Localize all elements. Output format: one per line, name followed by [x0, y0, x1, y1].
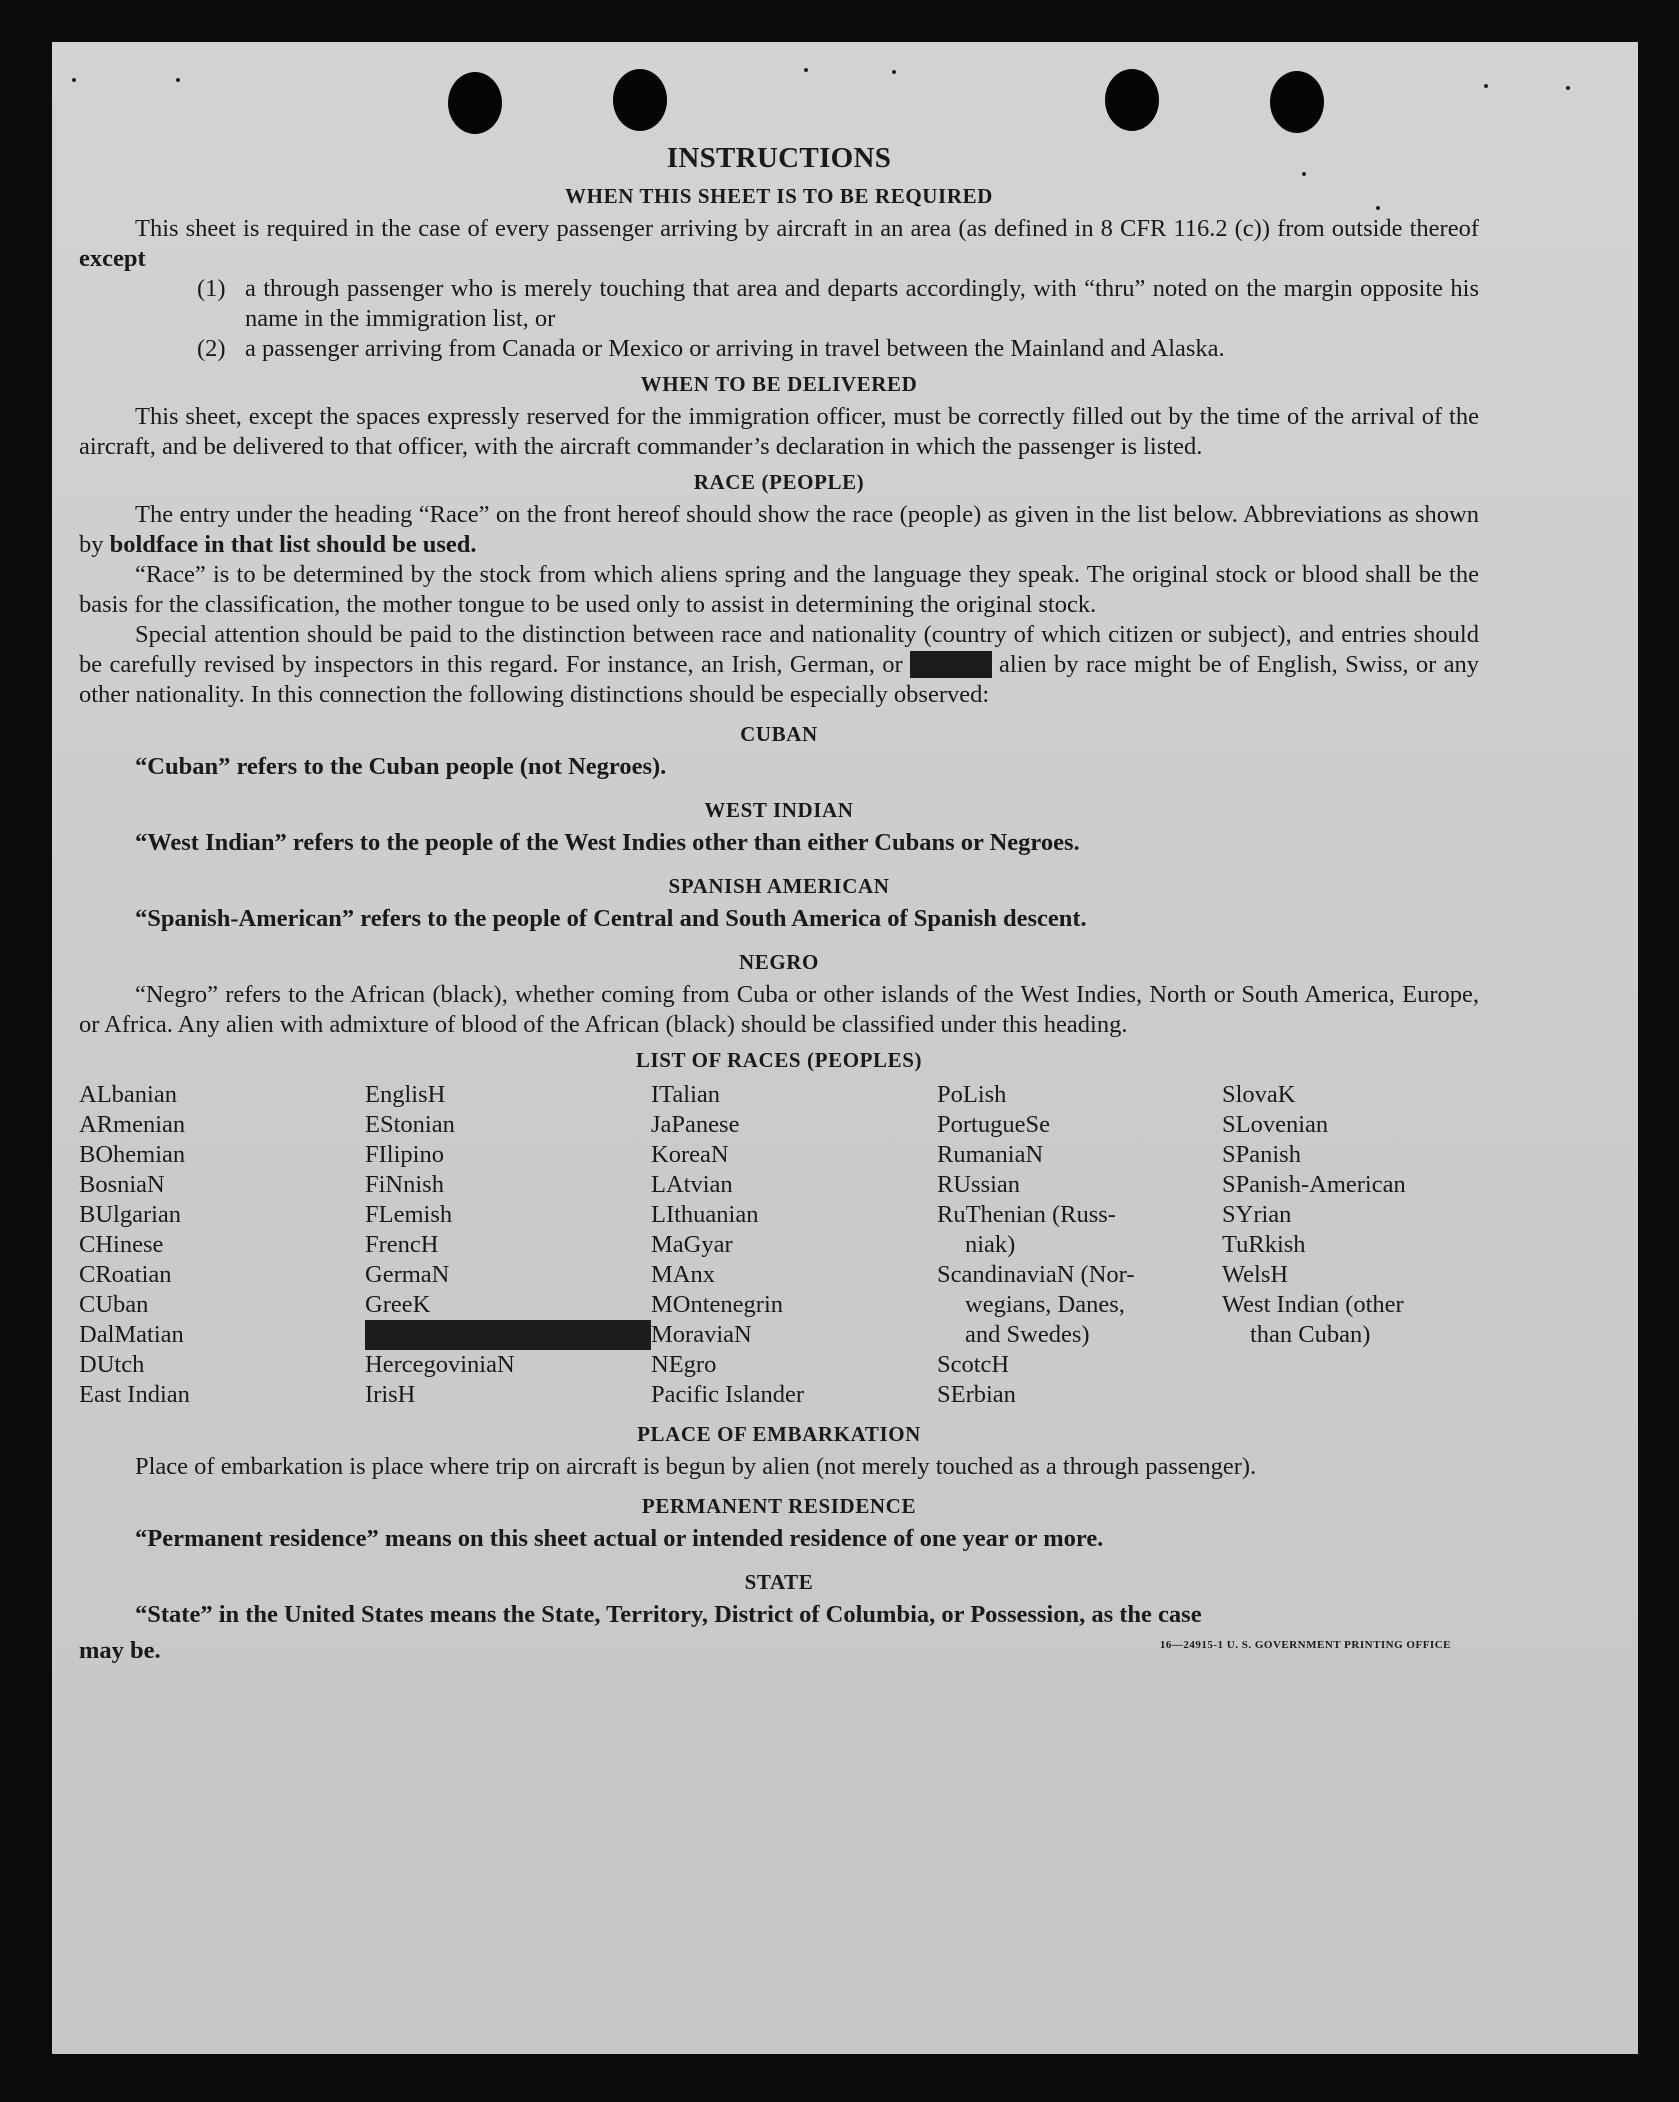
residence-text: “Permanent residence” means on this sheet actual or intended residence of one year or more. — [135, 1525, 1104, 1552]
section-heading-negro: NEGRO — [738, 950, 819, 974]
page-title: INSTRUCTIONS — [666, 142, 892, 174]
punch-hole — [613, 69, 667, 131]
race-item: FiNnish — [365, 1171, 444, 1198]
race-item: MaGyar — [651, 1231, 733, 1258]
printer-mark: 16—24915-1 U. S. GOVERNMENT PRINTING OFFICE — [1159, 1639, 1451, 1651]
exception-item-1 — [197, 274, 1479, 334]
exception-text: a through passenger who is merely touching that area and departs accordingly, with “thru” noted on the margin opposite his name in the immigration list, or — [245, 275, 1479, 332]
race-item: ITalian — [651, 1081, 721, 1108]
race-item: and Swedes) — [965, 1321, 1090, 1348]
race-item: SPanish — [1222, 1141, 1301, 1168]
race-item: SLovenian — [1222, 1111, 1329, 1138]
race-item: CHinese — [79, 1231, 164, 1258]
speck — [1566, 86, 1570, 90]
west-indian-text: “West Indian” refers to the people of the West Indies other than either Cubans or Negroes. — [135, 829, 1080, 856]
punch-hole — [1105, 69, 1159, 131]
section-heading-required: WHEN THIS SHEET IS TO BE REQUIRED — [565, 184, 993, 208]
race-item: RumaniaN — [937, 1141, 1044, 1168]
race-item: EStonian — [365, 1111, 455, 1138]
race-item: LAtvian — [651, 1171, 733, 1198]
race-item: GreeK — [365, 1291, 431, 1318]
race-item: niak) — [965, 1231, 1016, 1258]
race-item: ScotcH — [937, 1351, 1010, 1378]
speck — [892, 70, 896, 74]
race-item: SPanish-American — [1222, 1171, 1406, 1198]
races-column-5 — [1222, 1080, 1482, 1410]
race-item: WelsH — [1222, 1261, 1289, 1288]
race-item: BosniaN — [79, 1171, 165, 1198]
delivered-text: This sheet, except the spaces expressly reserved for the immigration officer, must be correctly filled out by the time of the arrival of the aircraft, and be delivered to that officer, with the aircraft commander’s declaration in which the passenger is listed. — [79, 403, 1479, 460]
race-item: DalMatian — [79, 1321, 184, 1348]
race-item: RuThenian (Russ- — [937, 1201, 1116, 1228]
race-item: FLemish — [365, 1201, 453, 1228]
race-item: PoLish — [937, 1081, 1007, 1108]
section-heading-embarkation: PLACE OF EMBARKATION — [637, 1422, 921, 1446]
race-item: SYrian — [1222, 1201, 1292, 1228]
race-item: East Indian — [79, 1381, 190, 1408]
speck — [72, 78, 76, 82]
negro-text: “Negro” refers to the African (black), whether coming from Cuba or other islands of the West Indies, North or South America, Europe, or Africa. Any alien with admixture of blood of the African (black) should be classified under this heading. — [79, 981, 1479, 1038]
race-paragraph-1-bold: boldface in that list should be used. — [109, 531, 477, 558]
race-item: West Indian (other — [1222, 1291, 1404, 1318]
race-item: CUban — [79, 1291, 149, 1318]
race-item: TuRkish — [1222, 1231, 1306, 1258]
races-list — [79, 1080, 1479, 1410]
state-footer-row — [79, 1630, 1479, 1666]
exception-text: a passenger arriving from Canada or Mexico or arriving in travel between the Mainland and Alaska. — [245, 335, 1225, 362]
race-item: FIlipino — [365, 1141, 444, 1168]
speck — [176, 78, 180, 82]
speck — [1484, 84, 1488, 88]
race-paragraph-1 — [79, 500, 1479, 560]
race-paragraph-3 — [79, 620, 1479, 710]
section-heading-race: RACE (PEOPLE) — [693, 470, 865, 494]
race-item: FrencH — [365, 1231, 439, 1258]
section-heading-state: STATE — [744, 1570, 814, 1594]
race-item: RUssian — [937, 1171, 1021, 1198]
spanish-american-text: “Spanish-American” refers to the people of Central and South America of Spanish descent. — [135, 905, 1087, 932]
section-heading-residence: PERMANENT RESIDENCE — [641, 1494, 917, 1518]
race-item: PortugueSe — [937, 1111, 1050, 1138]
redacted-word: Hebrew — [912, 651, 990, 678]
race-item: MOntenegrin — [651, 1291, 783, 1318]
race-item: BOhemian — [79, 1141, 186, 1168]
exception-number: (2) — [197, 335, 226, 362]
race-item: ALbanian — [79, 1081, 177, 1108]
race-item: ScandinaviaN (Nor- — [937, 1261, 1135, 1288]
races-column-4 — [937, 1080, 1222, 1410]
exception-number: (1) — [197, 275, 226, 302]
race-item: BUlgarian — [79, 1201, 182, 1228]
required-intro — [79, 214, 1479, 274]
race-item: ARmenian — [79, 1111, 186, 1138]
race-item: IrisH — [365, 1381, 416, 1408]
race-paragraph-1-text: The entry under the heading “Race” on the front hereof should show the race (people) as given in the list below. Abbreviations as shown by — [79, 501, 1479, 558]
race-paragraph-2: “Race” is to be determined by the stock from which aliens spring and the language they speak. The original stock or blood shall be the basis for the classification, the mother tongue to be used only to assist in determining the original stock. — [79, 561, 1479, 618]
section-heading-delivered: WHEN TO BE DELIVERED — [640, 372, 918, 396]
race-paragraph-3-text-end: alien by race might be of English, Swiss, or any other nationality. In this connection the following distinctions should be especially observed: — [79, 651, 1480, 708]
required-intro-except: except — [79, 245, 146, 272]
races-column-2 — [365, 1080, 651, 1410]
section-heading-west-indian: WEST INDIAN — [704, 798, 854, 822]
race-item: LIthuanian — [651, 1201, 759, 1228]
section-heading-cuban: CUBAN — [740, 722, 818, 746]
speck — [804, 68, 808, 72]
exception-item-2 — [197, 334, 1479, 364]
state-text-end: may be. — [79, 1637, 161, 1664]
race-item: NEgro — [651, 1351, 717, 1378]
race-item: DUtch — [79, 1351, 145, 1378]
race-item: EnglisH — [365, 1081, 446, 1108]
race-item: KoreaN — [651, 1141, 729, 1168]
race-item: Pacific Islander — [651, 1381, 805, 1408]
race-item: MAnx — [651, 1261, 715, 1288]
races-column-3 — [651, 1080, 937, 1410]
required-intro-text: This sheet is required in the case of every passenger arriving by aircraft in an area (as defined in 8 CFR 116.2 (c)) from outside thereof — [135, 215, 1479, 242]
race-item: MoraviaN — [651, 1321, 752, 1348]
race-item: JaPanese — [651, 1111, 740, 1138]
race-item: SErbian — [937, 1381, 1016, 1408]
document-content — [79, 140, 1479, 1666]
races-column-1 — [79, 1080, 365, 1410]
race-item: HebreW — [365, 1320, 651, 1350]
cuban-text: “Cuban” refers to the Cuban people (not Negroes). — [135, 753, 667, 780]
race-item: wegians, Danes, — [965, 1291, 1125, 1318]
race-item: GermaN — [365, 1261, 450, 1288]
section-heading-spanish-american: SPANISH AMERICAN — [668, 874, 890, 898]
punch-hole — [1270, 71, 1324, 133]
race-paragraph-3-text: Special attention should be paid to the distinction between race and nationality (country of which citizen or subject), and entries should be carefully revised by inspectors in this regard. For instance, an Irish, German, or — [79, 621, 1479, 678]
race-item: than Cuban) — [1250, 1321, 1371, 1348]
state-text: “State” in the United States means the State, Territory, District of Columbia, or Possession, as the case — [135, 1601, 1202, 1628]
race-item: SlovaK — [1222, 1081, 1296, 1108]
race-item: HercegoviniaN — [365, 1351, 515, 1378]
race-item: CRoatian — [79, 1261, 172, 1288]
embarkation-text: Place of embarkation is place where trip on aircraft is begun by alien (not merely touched as a through passenger). — [135, 1453, 1257, 1480]
punch-hole — [448, 72, 502, 134]
section-heading-races-list: LIST OF RACES (PEOPLES) — [635, 1048, 923, 1072]
